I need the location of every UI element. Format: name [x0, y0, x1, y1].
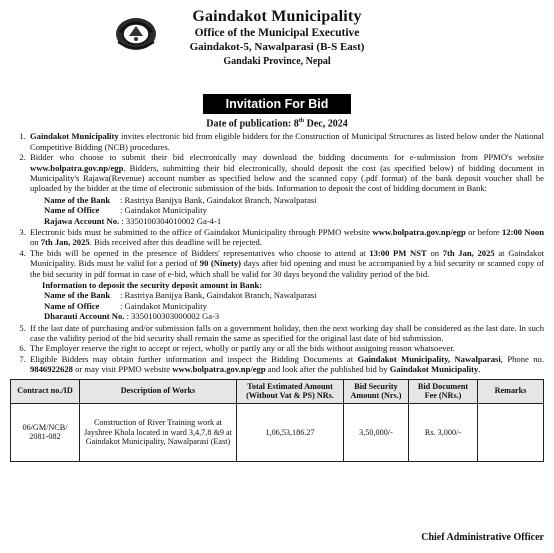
header-contract: Contract no./ID	[11, 379, 80, 403]
province-line: Gandaki Province, Nepal	[223, 56, 331, 67]
table-row	[11, 403, 544, 461]
notice-item-4: 4. The bids will be opened in the presence of Bidders' representatives who choose to attend at 13:00 PM NST on 7th Jan, 2025 at Gaindakot Municipality. Bids must be valid for a period of 90 (Ninety) days after bid opening and must be accompanied by a bid security or scanned copy of the bid security in pdf format in case of e-bid, which shall be valid for 30 days beyond the validity period of the bid. Information to deposit the security deposit amount in Bank: Name of the Bank : Rastriya Banijya Bank, Gaindakot Branch, Nawalparasi Name of Office : Gaindakot Municipality Dharauti Account No. : 3350100303000002 Ga-3	[28, 248, 544, 322]
notice-item-3: 3. Electronic bids must be submitted to the office of Gaindakot Municipality through PPMO website www.bolpatra.gov.np/egp or before 12:00 Noon on 7th Jan, 2025. Bids received after this deadline will be rejected.	[28, 227, 544, 248]
bid-table	[10, 379, 544, 462]
publication-date: Date of publication: 8th Dec, 2024	[206, 118, 348, 130]
cell-fee: Rs. 3,000/-	[409, 403, 478, 461]
cell-security: 3,50,000/-	[344, 403, 409, 461]
header-estimate: Total Estimated Amount (Without Vat & PS) NRs.	[237, 379, 344, 403]
ppmo-link[interactable]: www.bolpatra.gov.np/egp	[30, 162, 124, 173]
municipality-title: Gaindakot Municipality	[192, 8, 362, 25]
notice-item-7: 7. Eligible Bidders may obtain further information and inspect the Bidding Documents at Gaindakot Municipality, Nawalparasi, Phone no. 9846922628 or may visit PPMO website www.bolpatra.gov.np/egp and look after the published bid by Gaindakot Municipality.	[28, 354, 544, 375]
cell-contract: 06/GM/NCB/ 2081-082	[11, 403, 80, 461]
notice-item-6: 6. The Employer reserve the right to accept or reject, wholly or partly any or all the bids without assigning reason whatsoever.	[28, 343, 544, 353]
header-remarks: Remarks	[478, 379, 544, 403]
header-security: Bid Security Amount (Nrs.)	[344, 379, 409, 403]
header-fee: Bid Document Fee (NRs.)	[409, 379, 478, 403]
office-address: Gaindakot-5, Nawalparasi (B-S East)	[189, 41, 365, 53]
table-header-row	[11, 379, 544, 403]
signatory-title: Chief Administrative Officer	[421, 532, 544, 543]
cell-remarks	[478, 403, 544, 461]
notice-item-5: 5. If the last date of purchasing and/or submission falls on a government holiday, then the next working day shall be considered as the last date. In such case the validity period of the bid security shall remain the same as specified for the original last date of bid submission.	[28, 323, 544, 344]
notice-item-2: 2. Bidder who choose to submit their bid electronically may download the bidding documents for e-submission from PPMO's website www.bolpatra.gov.np/egp. Bidders, submitting their bid electronically, should deposit the cost (as specified below) of bidding document in Municipality's Rajawa(Revenue) account number as specified below and the scanned copy (.pdf format) of the bank deposit voucher shall be uploaded by the bidder at the time of electronic submission of the bids. Information to deposit the cost of bidding document in Bank: Name of the Bank : Rastriya Banijya Bank, Gaindakot Branch, Nawalparasi Name of Office : Gaindakot Municipality Rajawa Account No. : 3350100304010002 Ga-4-1	[28, 152, 544, 226]
nepal-emblem-icon	[114, 12, 158, 52]
invitation-banner: Invitation For Bid	[203, 94, 351, 114]
header-description: Description of Works	[80, 379, 237, 403]
cell-estimate: 1,06,53,186.27	[237, 403, 344, 461]
office-name: Office of the Municipal Executive	[194, 27, 360, 39]
document-fee-bank-info: Name of the Bank : Rastriya Banijya Bank, Gaindakot Branch, Nawalparasi Name of Office : Gaindakot Municipality Rajawa Account No. : 3350100304010002 Ga-4-1	[44, 194, 317, 226]
ppmo-link[interactable]: www.bolpatra.gov.np/egp	[372, 226, 466, 237]
notice-items	[10, 131, 544, 374]
cell-description: Construction of River Training work at Jayshree Khola located in ward 3,4,7,8 &9 at Gaindakot Municipality, Nawalparasi (East)	[80, 403, 237, 461]
notice-item-1: 1. Gaindakot Municipality invites electronic bid from eligible bidders for the Construction of Municipal Structures as listed below under the National Competitive Bidding (NCB) procedures.	[28, 131, 544, 152]
security-deposit-bank-info: Information to deposit the security deposit amount in Bank: Name of the Bank : Rastriya Banijya Bank, Gaindakot Branch, Nawalparasi Name of Office : Gaindakot Municipality Dharauti Account No. : 3350100303000002 Ga-3	[42, 280, 317, 322]
ppmo-link[interactable]: www.bolpatra.gov.np/egp	[172, 364, 266, 375]
notice-header	[10, 8, 544, 88]
